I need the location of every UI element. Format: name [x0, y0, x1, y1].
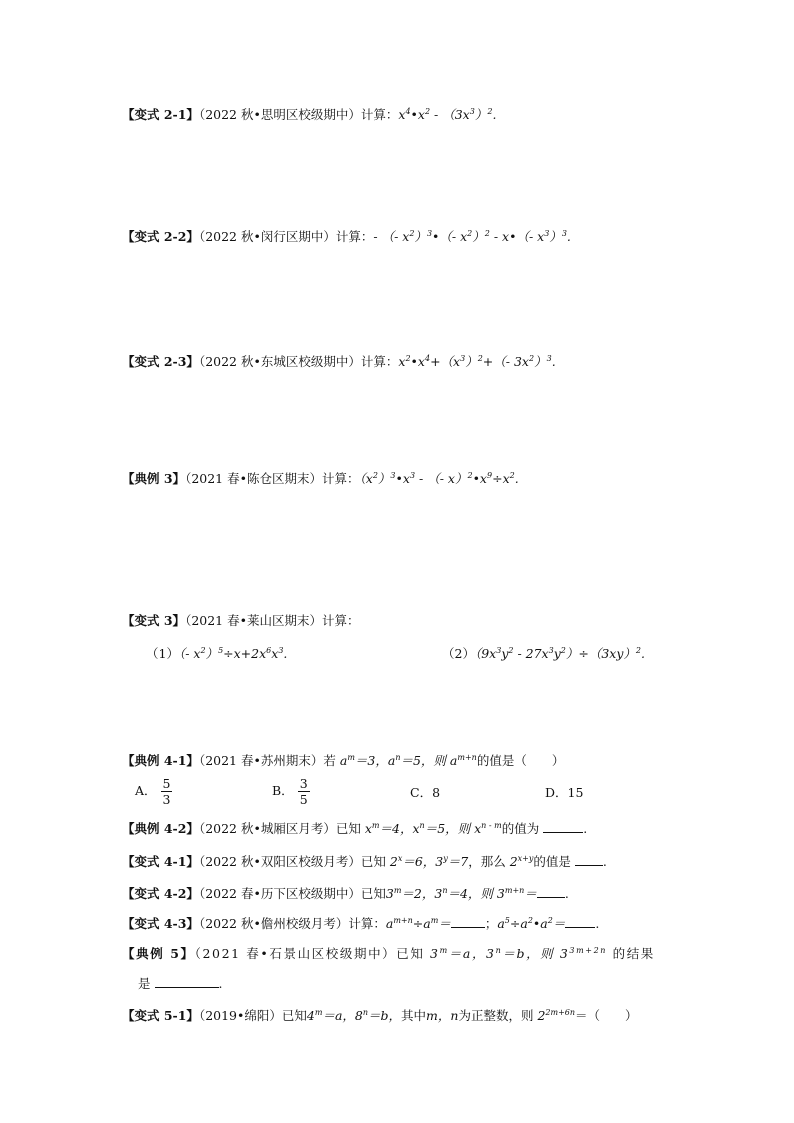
problem-tag: 【变式 2-1】 [122, 107, 199, 122]
problem-source: （2021 春•石景山区校级期中） [194, 946, 397, 961]
denominator: 3 [162, 792, 171, 807]
math-expression: （- $x^2)^5\div x+2x^6x^3$. [178, 645, 288, 661]
math-expression: m，n [426, 1008, 459, 1023]
problem-example-4-2: 【典例 4-2】（2022 秋•城厢区月考）已知 $x^m=4$，$x^n=5$，则 $x^{n - m}$的值为 . [122, 820, 588, 836]
problem-tag: 【典例 5】 [122, 946, 195, 961]
problem-source: （2022 秋•双阳区校级月考） [198, 854, 361, 869]
problem-example-5 [122, 945, 655, 963]
problem-source: （2021 春•陈仓区期末） [185, 471, 322, 486]
denominator: 5 [299, 792, 308, 807]
math-expression: $x^2•x^4+(x^3)^2+(-$ $3x^2)^3$. [398, 353, 556, 369]
problem-tag: 【变式 4-1】 [122, 854, 199, 869]
problem-tag: 【变式 2-3】 [122, 354, 199, 369]
problem-variant-4-3: 【变式 4-3】（2022 秋•儋州校级月考）计算：$a^{m+n}\div a^m=$ ；$a^5\div a^2•a^2=$ . [122, 915, 600, 931]
subproblem-label: （1） [146, 646, 179, 661]
problem-question: 的值是（ ） [476, 753, 565, 768]
problem-source: （2022 春•历下区校级期中） [198, 886, 361, 901]
problem-lead: 计算： [360, 107, 399, 122]
problem-example-4-1 [122, 752, 564, 770]
math-expression: $4^m=a$，$8^n=b$， [306, 1007, 402, 1023]
problem-example-3 [122, 470, 519, 488]
problem-question: 其中 [401, 1008, 427, 1023]
math-expression: $(9x^3y^2 - 27x^3y^2)\div(3xy)^2$. [474, 645, 645, 661]
problem-source: （2022 秋•东城区校级期中） [198, 354, 361, 369]
problem-lead: 已知 [360, 886, 386, 901]
math-expression: $a^{m+n}\div a^m=$ [385, 915, 451, 931]
problem-tag: 【典例 3】 [122, 471, 186, 486]
problem-question: 是 [138, 976, 151, 991]
problem-lead: 已知 [335, 821, 361, 836]
problem-lead: 若 [323, 753, 336, 768]
problem-tag: 【变式 4-2】 [122, 886, 199, 901]
problem-lead: 计算： [321, 471, 360, 486]
problem-lead: 计算： [348, 916, 386, 931]
math-expression: $2^{x+y}$ [509, 853, 534, 869]
numerator: 3 [299, 776, 308, 791]
subproblem-1 [146, 645, 287, 663]
choice-d[interactable]: D．15 [545, 785, 584, 800]
problem-question: 的值为 [501, 821, 540, 836]
problem-variant-5-1 [122, 1007, 638, 1025]
problem-variant-2-3 [122, 353, 556, 371]
problem-tag: 【典例 4-1】 [122, 753, 199, 768]
problem-source: （2022 秋•儋州校级月考） [198, 916, 349, 931]
problem-tag: 【典例 4-2】 [122, 821, 199, 836]
math-expression: $2^x=6$，$3^y=7$ [389, 853, 469, 869]
problem-source: （2021 春•莱山区期末） [185, 613, 322, 628]
problem-tag: 【变式 3】 [122, 613, 186, 628]
math-expression: $3^m=a$，$3^n=b$，则 $3^{3m+2n}$ [430, 945, 608, 961]
problem-variant-4-2: 【变式 4-2】（2022 春•历下区校级期中）已知$3^m=2$，$3^n=4$，则 $3^{m+n}=$ . [122, 885, 569, 901]
answer-blank[interactable] [537, 885, 565, 898]
fraction [161, 776, 173, 807]
problem-lead: 已知 [360, 854, 386, 869]
problem-tag: 【变式 5-1】 [122, 1008, 199, 1023]
choice-label: B． [272, 783, 294, 798]
problem-lead: 已知 [396, 946, 425, 961]
problem-question: 为正整数，则 [458, 1008, 534, 1023]
problem-source: （2019•绵阳） [198, 1008, 282, 1023]
answer-blank[interactable] [543, 820, 583, 833]
problem-variant-4-1: 【变式 4-1】（2022 秋•双阳区校级月考）已知 $2^x=6$，$3^y=7$，那么 $2^{x+y}$的值是 . [122, 853, 607, 869]
subproblem-label: （2） [442, 646, 475, 661]
problem-tag: 【变式 4-3】 [122, 916, 199, 931]
problem-source: （2022 秋•思明区校级期中） [198, 107, 361, 122]
problem-question: 的值是 [533, 854, 571, 869]
problem-lead: 已知 [281, 1008, 307, 1023]
problem-source: （2021 春•苏州期末） [198, 753, 324, 768]
problem-tag: 【变式 2-2】 [122, 229, 199, 244]
problem-source: （2022 秋•闵行区期中） [198, 229, 336, 244]
numerator: 5 [162, 776, 171, 791]
math-expression: $(x^2)^3•x^3$ - （- $x)^2•x^9\div x^2$. [359, 470, 519, 486]
answer-blank[interactable] [565, 915, 595, 928]
problem-source: （2022 秋•城厢区月考） [198, 821, 336, 836]
problem-example-5-cont: 是 . [138, 976, 223, 991]
problem-lead: 计算： [360, 354, 399, 369]
problem-lead: 计算： [335, 229, 374, 244]
answer-blank[interactable] [451, 915, 485, 928]
problem-variant-2-1 [122, 106, 496, 124]
answer-blank[interactable] [155, 975, 219, 988]
answer-blank[interactable] [575, 853, 603, 866]
math-expression: $3^m=2$，$3^n=4$，则 $3^{m+n}=$ [385, 885, 537, 901]
choice-c[interactable]: C．8 [410, 785, 441, 800]
math-expression: - （- $x^2)^3•(-$ $x^2)^2$ - x•（- $x^3)^3$. [373, 228, 571, 244]
problem-question: 的结果 [612, 946, 655, 961]
fraction [298, 776, 310, 807]
problem-variant-2-2 [122, 228, 571, 246]
math-expression: $x^m=4$，$x^n=5$，则 $x^{n - m}$ [364, 820, 502, 836]
problem-variant-3 [122, 612, 360, 630]
choice-b[interactable] [272, 776, 310, 807]
math-expression: $a^m=3$，$a^n=5$，则 $a^{m+n}$ [339, 752, 477, 768]
choice-a[interactable] [135, 776, 172, 807]
problem-lead: 计算： [321, 613, 360, 628]
choice-label: A． [135, 783, 157, 798]
math-expression: $x^4•x^2 - (3x^3)^2$. [398, 106, 497, 122]
math-expression: $2^{2m+6n}$ [537, 1007, 576, 1023]
subproblem-2 [442, 645, 645, 663]
math-expression: $a^5\div a^2•a^2=$ [497, 915, 566, 931]
problem-question: ，那么 [468, 854, 506, 869]
problem-question: ＝（ ） [575, 1008, 638, 1023]
